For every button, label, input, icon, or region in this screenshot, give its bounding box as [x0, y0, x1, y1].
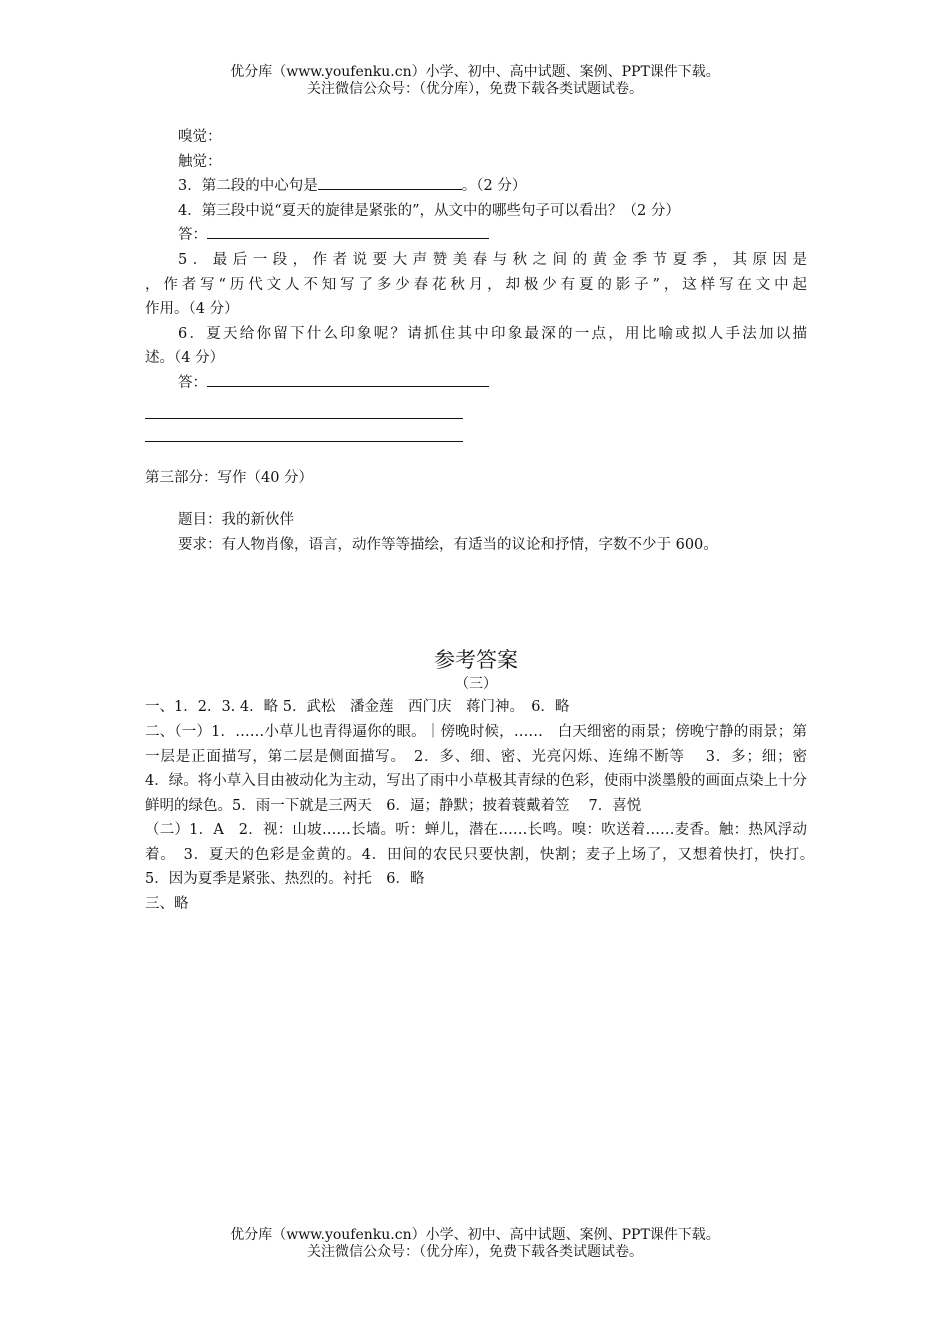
question-4-answer-label: 答： — [178, 227, 207, 244]
question-3-suffix: 。（2 分） — [461, 178, 527, 195]
header-line-1: 优分库（www.youfenku.cn）小学、初中、高中试题、案例、PPT课件下载。 — [230, 64, 720, 80]
answer-subtitle: （三） — [455, 676, 497, 693]
question-4: 4．第三段中说“夏天的旋律是紧张的”，从文中的哪些句子可以看出？（2 分） — [178, 202, 680, 219]
answer-rule-1[interactable] — [145, 396, 463, 419]
page-footer — [0, 1227, 950, 1261]
answer-part-1: 一、1．2．3. 4．略 5．武松 潘金莲 西门庆 蒋门神。 6．略 — [145, 699, 570, 716]
question-6-line-1: 6．夏天给你留下什么印象呢？请抓住其中印象最深的一点，用比喻或拟人手法加以描 — [178, 325, 807, 342]
answer-rule-2[interactable] — [145, 419, 463, 442]
writing-requirement: 要求：有人物肖像，语言，动作等等描绘，有适当的议论和抒情，字数不少于 600。 — [178, 536, 718, 553]
question-6-line-2: 述。（4 分） — [145, 350, 225, 367]
touch-label: 触觉： — [178, 153, 222, 170]
answer-part-2-2: （二）1．A 2．视：山坡……长墙。听：蝉儿，潜在……长鸣。嗅：吹送着……麦香。触：热风浮动着。 3．夏天的色彩是金黄的。4．田间的农民只要快割，快割；麦子上场了，又想着快打，快打。 5．因为夏季是紧张、热烈的。衬托 6．略 — [145, 822, 822, 888]
question-3-prefix: 3．第二段的中心句是 — [178, 178, 318, 195]
question-4-answer — [145, 223, 807, 248]
question-6-answer-blank[interactable] — [207, 372, 489, 387]
question-6-answer-label: 答： — [178, 374, 207, 391]
footer-line-1: 优分库（www.youfenku.cn）小学、初中、高中试题、案例、PPT课件下载。 — [230, 1227, 720, 1243]
footer-line-2: 关注微信公众号：（优分库），免费下载各类试题试卷。 — [307, 1244, 643, 1260]
question-4-answer-blank[interactable] — [207, 224, 489, 239]
answer-title: 参考答案 — [434, 648, 518, 673]
question-6-answer — [145, 371, 807, 396]
writing-topic: 题目：我的新伙伴 — [178, 512, 294, 529]
answer-part-2-1: 二、（一）1．……小草儿也青得逼你的眼。｜傍晚时候，…… 白天细密的雨景；傍晚宁静的雨景；第一层是正面描写，第二层是侧面描写。 2．多、细、密、光亮闪烁、连绵不断等 3．多；细；密 4．绿。将小草入目由被动化为主动，写出了雨中小草极其青绿的色彩，使雨中淡墨般的画面点染上十分鲜明的绿色。5．雨一下就是三两天 6．逼；静默；披着蓑戴着笠 7．喜悦 — [145, 723, 827, 814]
question-3 — [145, 174, 807, 199]
document-body — [145, 125, 827, 917]
answer-list — [145, 695, 827, 916]
writing-section-title: 第三部分：写作（40 分） — [145, 469, 314, 486]
question-3-blank[interactable] — [318, 175, 462, 190]
header-line-2: 关注微信公众号：（优分库），免费下载各类试题试卷。 — [307, 81, 643, 97]
page-header — [0, 64, 950, 98]
smell-label: 嗅觉： — [178, 129, 222, 145]
answer-part-3: 三、略 — [145, 896, 189, 913]
question-5-line-3: 作用。（4 分） — [145, 301, 239, 318]
question-5-line-2: ，作者写“历代文人不知写了多少春花秋月，却极少有夏的影子”，这样写在文中起 — [145, 276, 807, 293]
question-5-line-1: 5．最后一段，作者说要大声赞美春与秋之间的黄金季节夏季，其原因是 — [178, 251, 807, 268]
